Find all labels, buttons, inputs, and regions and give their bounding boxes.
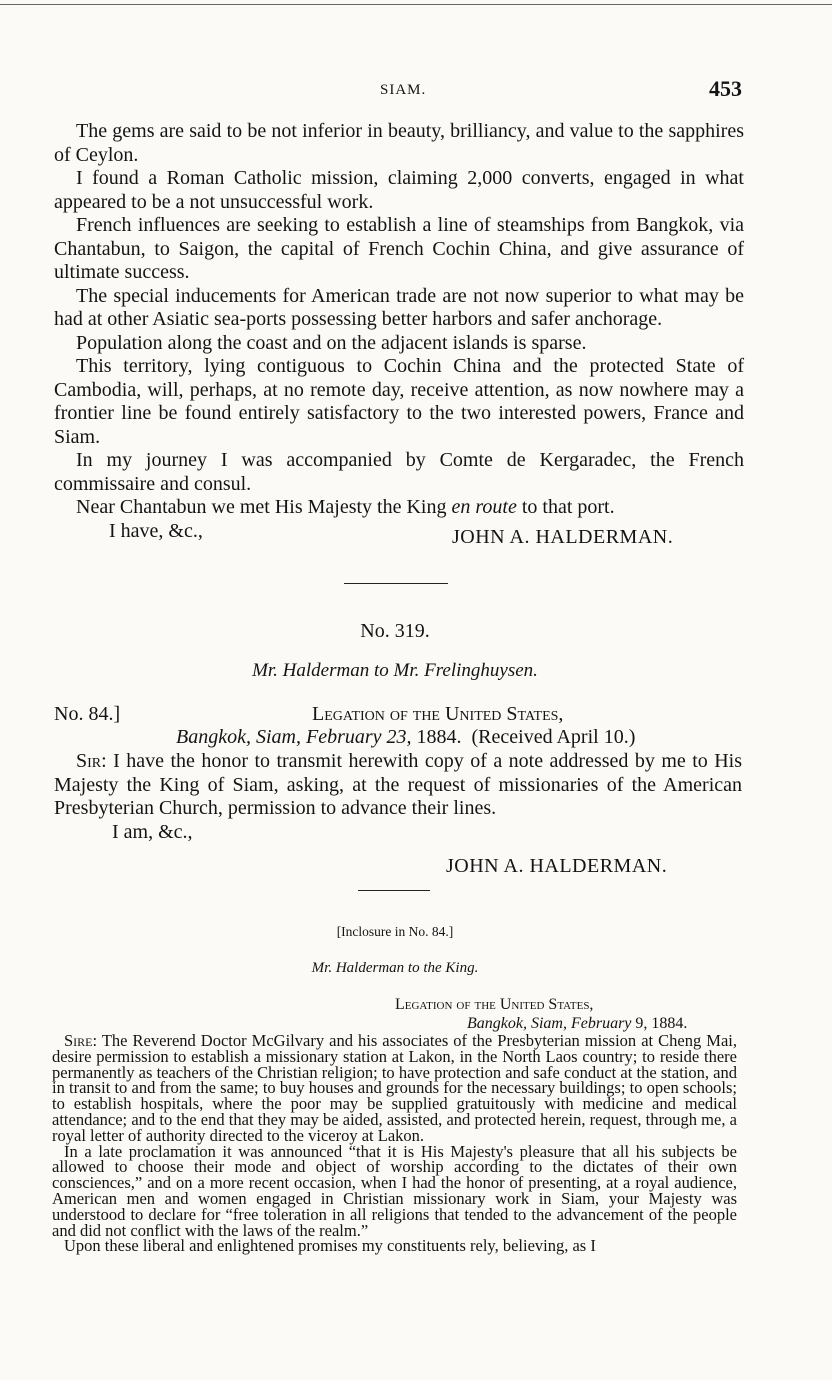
section-divider [344,583,448,584]
intro-paragraph: The gems are said to be not inferior in beauty, brilliancy, and value to the sapphires of Ceylon. [54,120,744,166]
letter-paragraph [54,750,742,821]
inclosure-paragraph [52,1033,737,1144]
letter-closing: I am, &c., [112,820,193,843]
legation-line: Legation of the United States, [312,703,564,725]
intro-section [54,120,744,543]
signature: JOHN A. HALDERMAN. [452,526,674,548]
letter-heading: Mr. Halderman to Mr. Frelinghuysen. [252,660,538,681]
inclosure-date-tail: 9, 1884. [631,1015,688,1032]
intro-paragraph: Population along the coast and on the adjacent islands is sparse. [76,331,587,354]
running-head: SIAM. [380,82,427,98]
inclosure-paragraph: In a late proclamation it was announced “that it is His Majesty's pleasure that all his subjects be allowed to choose their mode and object of worship according to the dictates of their own consciences,” and on a more recent occasion, when I had the honor of presenting, at a royal audience, American men and women engaged in Christian missionary work in Siam, your Majesty was understood to declare for “free toleration in all religions that tended to the advancement of the people and did not conflict with the laws of the realm.” [52,1141,737,1240]
file-number: No. 84.] [54,703,121,725]
inclosure-heading: Mr. Halderman to the King. [311,960,479,976]
place-date: Bangkok, Siam, February 23, [176,726,412,748]
inclosure-label: [Inclosure in No. 84.] [336,924,454,939]
inclosure-body [52,1033,737,1254]
top-border-rule [0,4,832,5]
short-divider [358,890,430,891]
last-line-before: Near Chantabun we met His Majesty the King [76,496,452,518]
letter-body-text: : I have the honor to transmit herewith copy of a note addressed by me to His Majesty the King of Siam, asking, at the request of missionaries of the American Presbyterian Church, permission to advance their lines. [54,750,742,819]
inclosure-place: Bangkok, Siam, February [467,1015,632,1032]
year: 1884. [411,726,462,748]
inclosure-salutation: Sire [64,1031,93,1050]
intro-paragraph: French influences are seeking to establish a line of steamships from Bangkok, via Chantabun, to Saigon, the capital of French Cochin China, and give assurance of ultimate success. [54,214,744,283]
inclosure-paragraph: Upon these liberal and enlightened promises my constituents rely, believing, as I [64,1236,596,1256]
page-number: 453 [709,76,742,101]
salutation: Sir [76,750,102,772]
inclosure-legation: Legation of the United States, [395,996,594,1013]
intro-paragraph: This territory, lying contiguous to Cochin China and the protected State of Cambodia, will, perhaps, at no remote day, receive attention, as now nowhere may a frontier line be found entirely satisfactory to the two interested powers, France and Siam. [54,355,744,448]
intro-paragraph: I found a Roman Catholic mission, claiming 2,000 converts, engaged in what appeared to be a not unsuccessful work. [54,167,744,213]
document-number: No. 319. [360,620,430,642]
intro-paragraph: In my journey I was accompanied by Comte de Kergaradec, the French commissaire and consul. [54,449,744,495]
italic-en-route: en route [451,496,517,518]
received-date: (Received April 10.) [471,726,636,748]
last-line-after: to that port. [516,496,615,518]
intro-last-paragraph [54,496,744,520]
intro-paragraph: The special inducements for American trade are not now superior to what may be had at other Asiatic sea-ports possessing better harbors and safer anchorage. [54,284,744,330]
place-date-line [176,726,635,749]
letter-signature: JOHN A. HALDERMAN. [446,855,668,877]
closing-line: I have, &c., [109,519,203,542]
inclosure-text: : The Reverend Doctor McGilvary and his associates of the Presbyterian mission at Cheng Mai, desire permission to establish a missionary station at Lakon, in the North Laos country; to reside there permanently as teachers of the Christian religion; to have protection and safe conduct at the station, and in transit to and from the same; to buy houses and grounds for the necessary buildings; to open schools; to establish hospitals, where the poor may be supplied gratuitously with medicine and medical attendance; and to the end that they may be aided, assisted, and protected herein, request, through me, a royal letter of authority directed to the viceroy at Lakon. [52,1031,737,1145]
letter-body [54,750,742,844]
